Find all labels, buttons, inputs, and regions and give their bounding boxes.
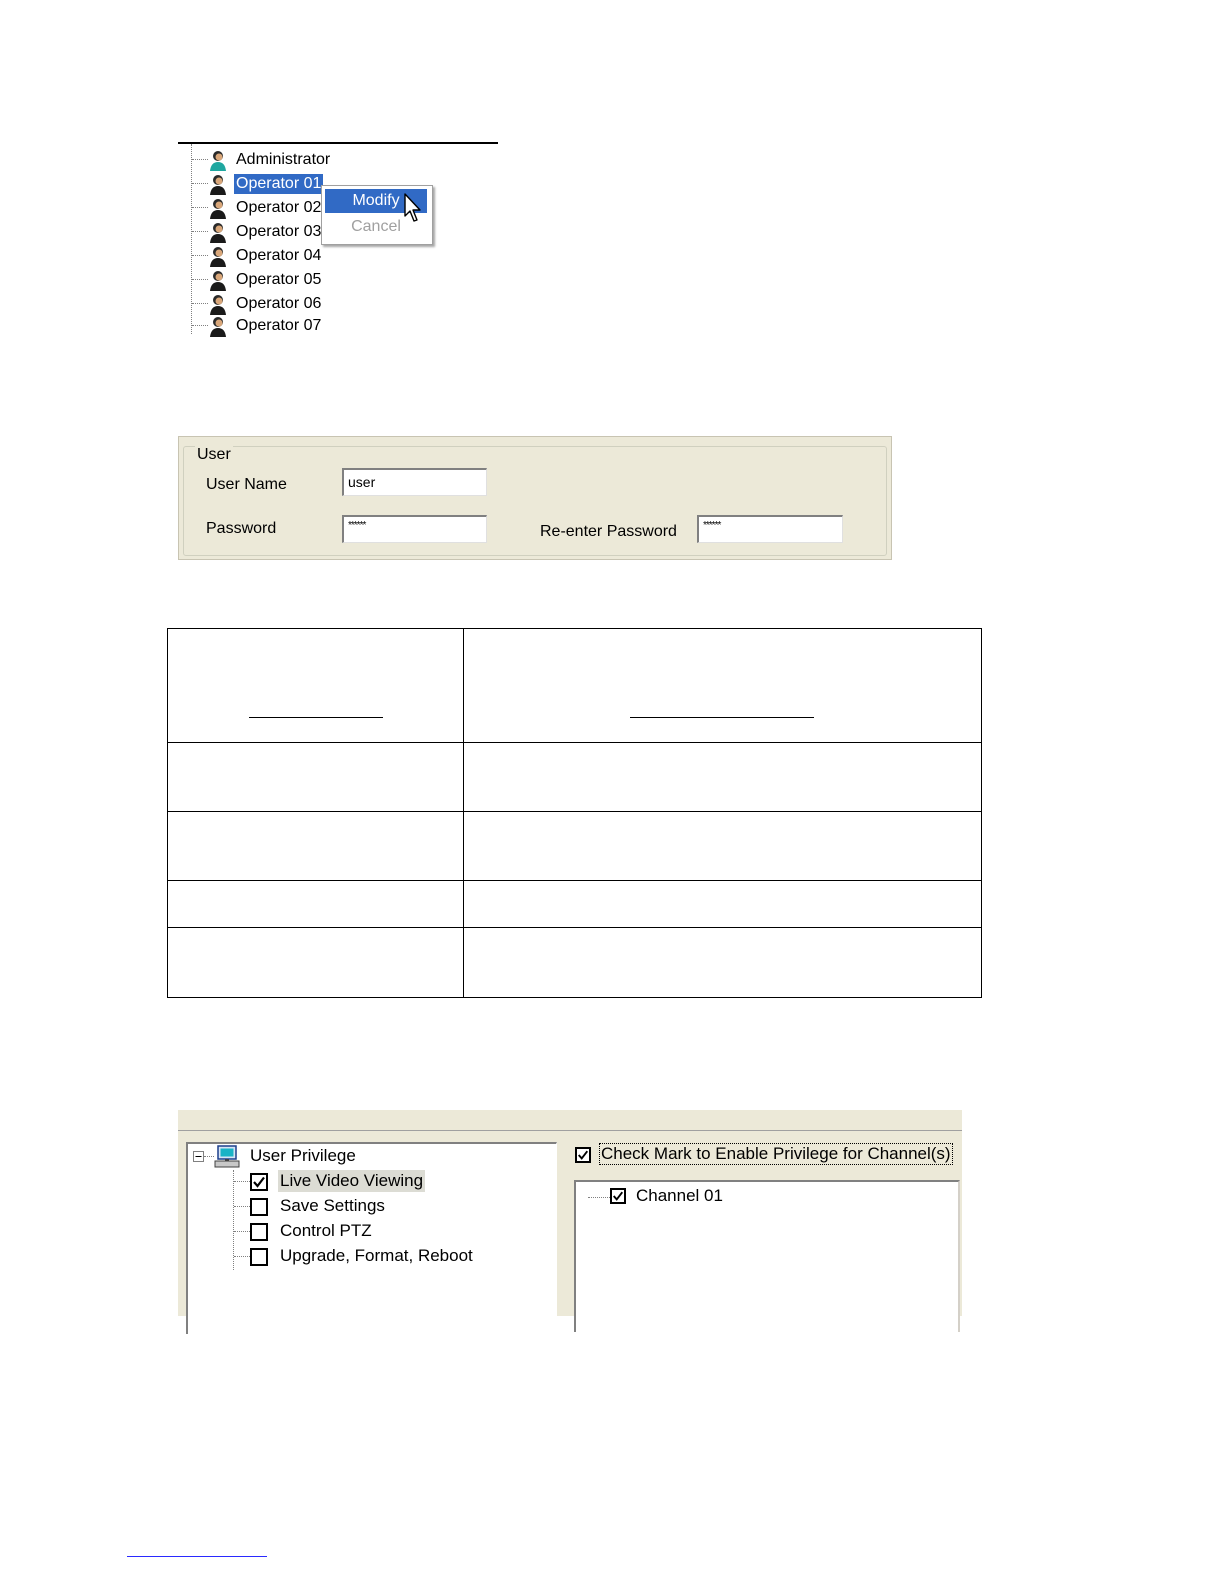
user-icon — [208, 198, 228, 220]
table-row — [168, 881, 982, 928]
channel-tree[interactable] — [574, 1180, 960, 1332]
user-icon — [208, 270, 228, 292]
tree-item-operator-07[interactable] — [178, 314, 498, 338]
privilege-checkbox-control-ptz[interactable] — [250, 1223, 268, 1241]
privilege-checkbox-upgrade[interactable] — [250, 1248, 268, 1266]
user-icon — [208, 222, 228, 244]
table-cell — [464, 928, 982, 998]
privilege-tree[interactable] — [186, 1142, 557, 1334]
tree-item-label: Operator 02 — [236, 199, 322, 216]
checkmark-icon — [577, 1149, 589, 1161]
table-row — [168, 812, 982, 881]
tree-item-label: Operator 06 — [236, 295, 322, 312]
table-cell — [168, 928, 464, 998]
channel-checkbox[interactable] — [610, 1188, 626, 1204]
table-row — [168, 928, 982, 998]
user-icon — [208, 316, 228, 338]
page-footer-link-underline — [127, 1556, 267, 1557]
table-cell — [464, 743, 982, 812]
tree-item-operator-06[interactable] — [178, 292, 498, 316]
channel-enable-label[interactable]: Check Mark to Enable Privilege for Channel(s) — [601, 1144, 951, 1163]
privilege-label-upgrade: Upgrade, Format, Reboot — [280, 1246, 473, 1265]
computer-icon — [214, 1145, 240, 1169]
tree-item-label: Operator 07 — [236, 317, 322, 334]
user-name-label: User Name — [206, 476, 287, 493]
privilege-root-label: User Privilege — [250, 1146, 356, 1165]
user-group-title: User — [197, 446, 231, 463]
table-row — [168, 743, 982, 812]
tree-item-label: Administrator — [236, 151, 331, 168]
password-label: Password — [206, 520, 277, 537]
tree-item-label: Operator 03 — [236, 223, 322, 240]
user-icon — [208, 294, 228, 316]
privilege-label-save-settings: Save Settings — [280, 1196, 385, 1215]
table-cell — [168, 881, 464, 928]
channel-label: Channel 01 — [636, 1186, 723, 1205]
privilege-panel-header — [178, 1110, 962, 1131]
tree-item-label: Operator 04 — [236, 247, 322, 264]
privilege-label-live-video: Live Video Viewing — [280, 1171, 424, 1190]
channel-enable-checkbox[interactable] — [575, 1147, 591, 1163]
user-name-input[interactable]: user — [342, 468, 487, 496]
privilege-panel — [178, 1110, 962, 1316]
table-cell — [168, 743, 464, 812]
mouse-cursor-icon — [404, 193, 424, 227]
user-admin-icon — [208, 150, 228, 172]
tree-item-operator-05[interactable] — [178, 268, 498, 292]
user-group-box — [178, 436, 892, 560]
checkmark-icon — [612, 1190, 624, 1202]
header-underline — [630, 717, 814, 718]
privilege-checkbox-save-settings[interactable] — [250, 1198, 268, 1216]
reenter-password-label: Re-enter Password — [540, 523, 677, 540]
collapse-icon[interactable] — [193, 1151, 204, 1162]
user-icon — [208, 174, 228, 196]
password-input[interactable]: ****** — [342, 515, 487, 543]
header-underline — [249, 717, 383, 718]
info-table — [167, 628, 982, 998]
reenter-password-input[interactable]: ****** — [697, 515, 843, 543]
menu-item-cancel[interactable]: Cancel — [351, 218, 401, 235]
privilege-label-control-ptz: Control PTZ — [280, 1221, 372, 1240]
table-cell — [464, 812, 982, 881]
user-icon — [208, 246, 228, 268]
table-header-cell — [464, 629, 982, 743]
menu-item-modify[interactable]: Modify — [325, 189, 427, 213]
tree-item-label: Operator 01 — [236, 175, 322, 192]
tree-item-label: Operator 05 — [236, 271, 322, 288]
table-cell — [464, 881, 982, 928]
tree-item-operator-04[interactable] — [178, 244, 498, 268]
privilege-checkbox-live-video[interactable] — [250, 1173, 268, 1191]
table-cell — [168, 812, 464, 881]
table-header-cell — [168, 629, 464, 743]
checkmark-icon — [252, 1175, 266, 1189]
tree-item-administrator[interactable] — [178, 148, 498, 172]
table-header-row — [168, 629, 982, 743]
